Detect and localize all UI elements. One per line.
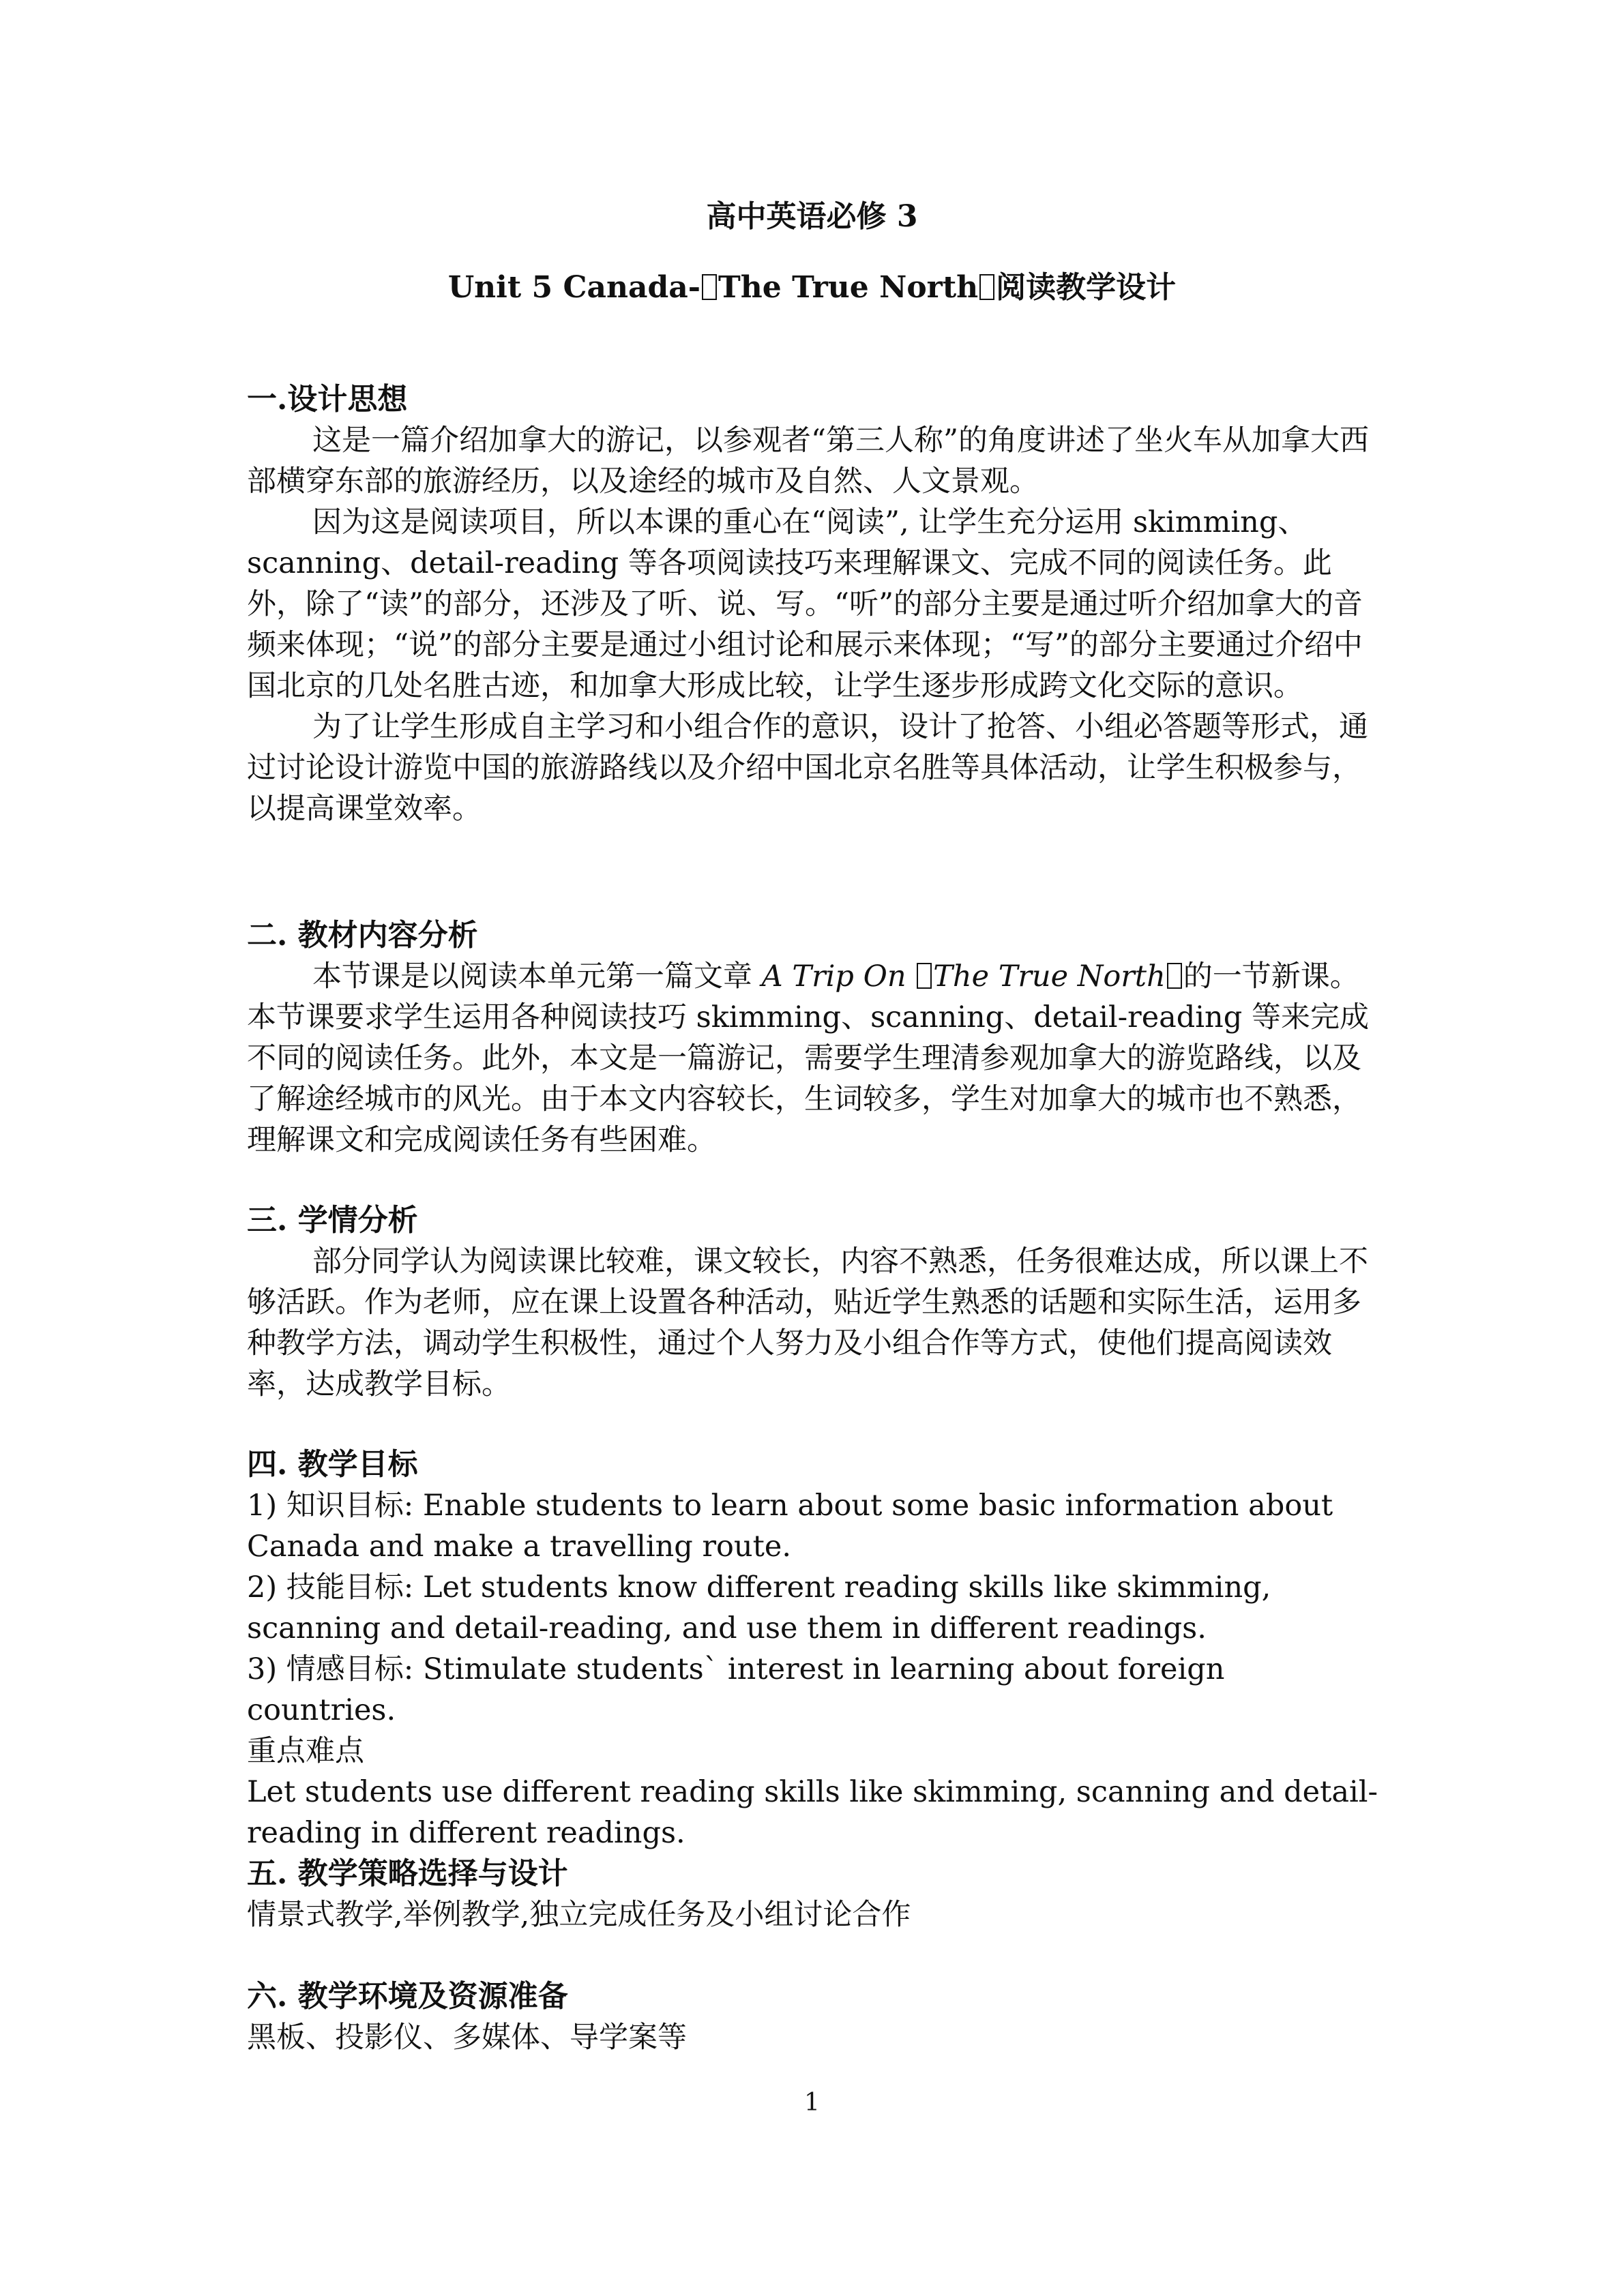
key-points-text: Let students use different reading skills like skimming, scanning and detail-reading in different readings.: [247, 1775, 1378, 1850]
article-title-part: A Trip On: [761, 959, 916, 994]
paragraph: 为了让学生形成自主学习和小组合作的意识，设计了抢答、小组必答题等形式，通过讨论设计游览中国的旅游路线以及介绍中国北京名胜等具体活动，让学生积极参与，以提高课堂效率。: [247, 710, 1368, 826]
document-title: 高中英语必修 3: [706, 199, 918, 234]
section-heading-material-analysis: 二. 教材内容分析: [247, 918, 478, 953]
missing-glyph-box-icon: [917, 963, 932, 989]
paragraph: [247, 956, 1379, 1161]
section-heading-learner-analysis: 三. 学情分析: [247, 1203, 418, 1238]
section-heading-design-idea: 一.设计思想: [247, 382, 408, 417]
document-subtitle: [0, 267, 1624, 308]
missing-glyph-box-icon: [1167, 963, 1182, 989]
text-run: 的一节新课。本节课要求学生运用各种阅读技巧 skimming、scanning、detail-reading 等来完成不同的阅读任务。此外，本文是一篇游记，需要学生理清参观加拿大的游览路线，以及了解途经城市的风光。由于本文内容较长，生词较多，学生对加拿大的城市也不熟悉，理解课文和完成阅读任务有些困难。: [247, 959, 1369, 1157]
subtitle-part-name: The True North: [718, 270, 979, 305]
section-design-idea-body: [247, 420, 1379, 829]
paragraph: 因为这是阅读项目，所以本课的重心在“阅读”, 让学生充分运用 skimming、scanning、detail-reading 等各项阅读技巧来理解课文、完成不同的阅读任务。此外，除了“读”的部分，还涉及了听、说、写。“听”的部分主要是通过听介绍加拿大的音频来体现；“说”的部分主要是通过小组讨论和展示来体现；“写”的部分主要通过介绍中国北京的几处名胜古迹，和加拿大形成比较，让学生逐步形成跨文化交际的意识。: [247, 505, 1363, 703]
missing-glyph-box-icon: [702, 274, 717, 300]
section-learner-analysis-body: [247, 1241, 1379, 1405]
section-heading-teaching-strategy: 五. 教学策略选择与设计: [247, 1856, 568, 1891]
paragraph: 部分同学认为阅读课比较难，课文较长，内容不熟悉，任务很难达成，所以课上不够活跃。作为老师，应在课上设置各种活动，贴近学生熟悉的话题和实际生活，运用多种教学方法，调动学生积极性，通过个人努力及小组合作等方式，使他们提高阅读效率，达成教学目标。: [247, 1244, 1368, 1401]
goal-knowledge: 1) 知识目标: Enable students to learn about some basic information about Canada and make a travelling route.: [247, 1489, 1333, 1564]
article-title-part: The True North: [933, 959, 1166, 994]
key-points-label: 重点难点: [247, 1734, 364, 1768]
section-heading-resources: 六. 教学环境及资源准备: [247, 1979, 568, 2014]
missing-glyph-box-icon: [979, 274, 994, 300]
goal-skill: 2) 技能目标: Let students know different reading skills like skimming, scanning and detail-reading, and use them in different readings.: [247, 1570, 1271, 1645]
section-heading-teaching-goals: 四. 教学目标: [247, 1447, 418, 1482]
section-teaching-goals-body: [247, 1485, 1379, 1853]
resources-text: 黑板、投影仪、多媒体、导学案等: [247, 2021, 687, 2055]
teaching-strategy-text: 情景式教学,举例教学,独立完成任务及小组讨论合作: [247, 1898, 911, 1932]
paragraph: 这是一篇介绍加拿大的游记，以参观者“第三人称”的角度讲述了坐火车从加拿大西部横穿东部的旅游经历，以及途经的城市及自然、人文景观。: [247, 423, 1369, 498]
subtitle-part-unit: Unit 5 Canada-: [447, 270, 701, 305]
section-material-analysis-body: [247, 956, 1379, 1161]
page-number: 1: [804, 2089, 820, 2117]
text-run: 本节课是以阅读本单元第一篇文章: [312, 959, 762, 994]
subtitle-part-design: 阅读教学设计: [996, 270, 1177, 305]
goal-emotion: 3) 情感目标: Stimulate students` interest in learning about foreign countries.: [247, 1652, 1225, 1727]
